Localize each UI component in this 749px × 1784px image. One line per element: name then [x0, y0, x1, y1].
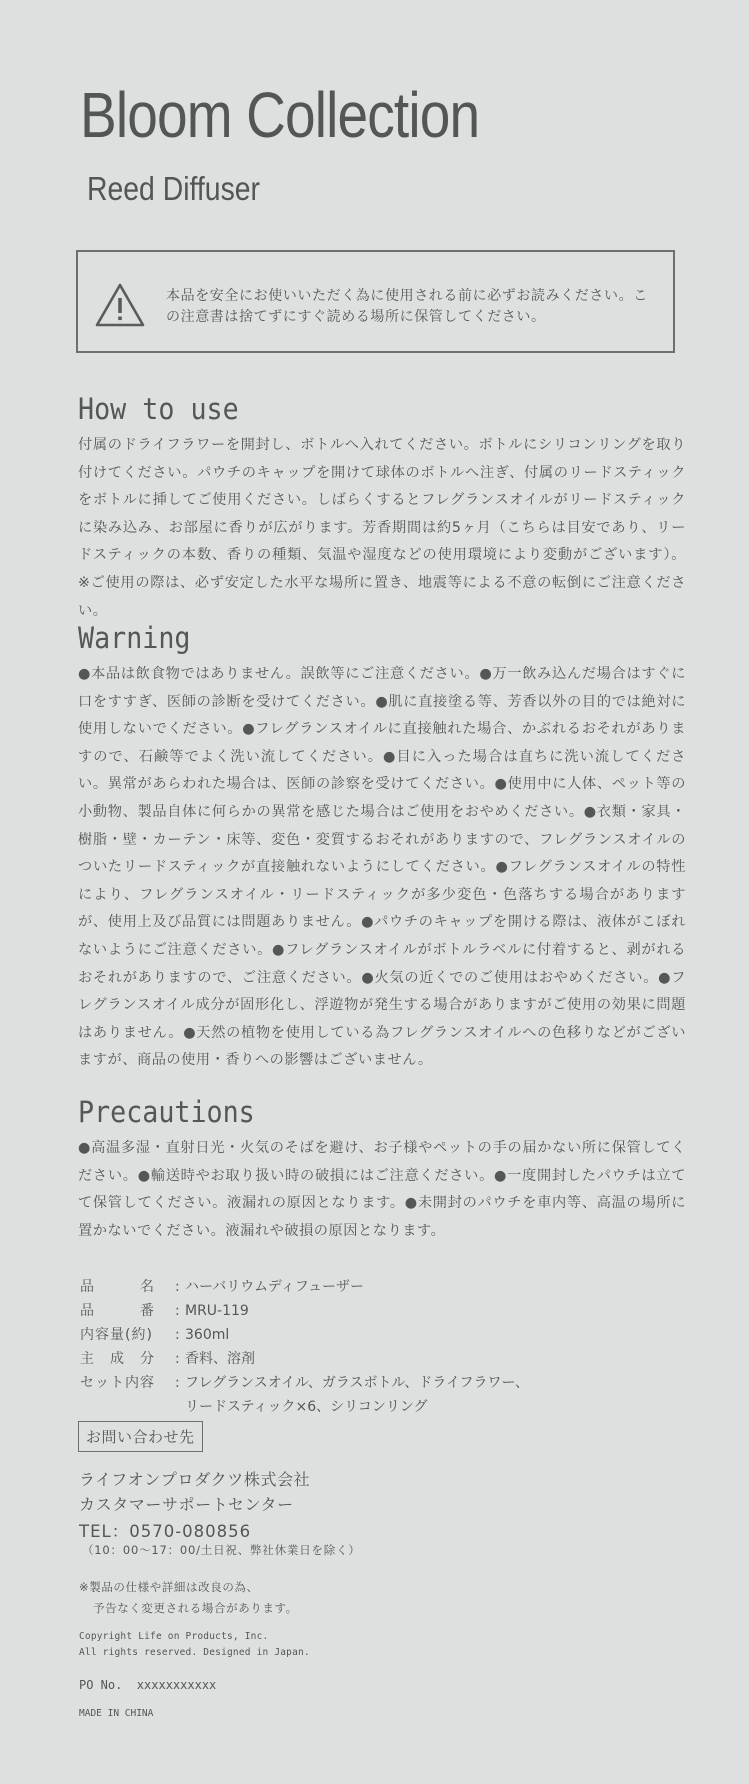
spec-table: [80, 1275, 529, 1419]
spec-row-name: 品 名 : ハーバリウムディフューザー: [80, 1275, 529, 1299]
spec-value: フレグランスオイル、ガラスボトル、ドライフラワー、: [185, 1375, 529, 1391]
phone-number: TEL：0570-080856: [79, 1522, 252, 1541]
spec-label: 内容量(約): [80, 1327, 153, 1343]
note-line: 予告なく変更される場合があります。: [93, 1601, 298, 1615]
spec-label: 品 名: [80, 1279, 155, 1295]
spec-value: 360ml: [185, 1327, 230, 1343]
copyright-line: Copyright Life on Products, Inc.: [79, 1631, 269, 1642]
spec-label: 主 成 分: [80, 1351, 155, 1367]
spec-value: MRU-119: [185, 1303, 249, 1319]
company-name: ライフオンプロダクツ株式会社: [79, 1470, 311, 1489]
po-number: PO No. xxxxxxxxxxx: [79, 1678, 217, 1692]
note-line: ※製品の仕様や詳細は改良の為、: [79, 1580, 259, 1594]
how-to-use-text: 付属のドライフラワーを開封し、ボトルへ入れてください。ボトルにシリコンリングを取り付けてください。パウチのキャップを開けて球体のボトルへ注ぎ、付属のリードスティックをボトルに挿してご使用ください。しばらくするとフレグランスオイルがリードスティックに染み込み、お部屋に香りが広がります。芳香期間は約5ヶ月（こちらは目安であり、リードスティックの本数、香りの種類、気温や湿度などの使用環境により変動がございます）。※ご使用の際は、必ず安定した水平な場所に置き、地震等による不意の転倒にご注意ください。: [78, 437, 686, 619]
spec-change-note: [79, 1577, 298, 1619]
spec-label: セット内容: [80, 1375, 155, 1391]
spec-row-volume: 内容量(約) : 360ml: [80, 1323, 529, 1347]
warning-heading: Warning: [78, 621, 191, 655]
contact-label: お問い合わせ先: [78, 1421, 203, 1452]
precautions-text: ●高温多湿・直射日光・火気のそばを避け、お子様やペットの手の届かない所に保管してください。●輸送時やお取り扱い時の破損にはご注意ください。●一度開封したパウチは立てて保管してください。液漏れの原因となります。●未開封のパウチを車内等、高温の場所に置かないでください。液漏れや破損の原因となります。: [78, 1140, 686, 1239]
copyright-line: All rights reserved. Designed in Japan.: [79, 1647, 310, 1658]
spec-row-ingredients: 主 成 分 : 香料、溶剤: [80, 1347, 529, 1371]
page-title: Bloom Collection: [80, 79, 480, 151]
warning-text: ●本品は飲食物ではありません。誤飲等にご注意ください。●万一飲み込んだ場合はすぐに口をすすぎ、医師の診断を受けてください。●肌に直接塗る等、芳香以外の目的では絶対に使用しないでください。●フレグランスオイルに直接触れた場合、かぶれるおそれがありますので、石鹸等でよく洗い流してください。●目に入った場合は直ちに洗い流してください。異常があらわれた場合は、医師の診察を受けてください。●使用中に人体、ペット等の小動物、製品自体に何らかの異常を感じた場合はご使用をおやめください。●衣類・家具・樹脂・壁・カーテン・床等、変色・変質するおそれがありますので、フレグランスオイルのついたリードスティックが直接触れないようにしてください。●フレグランスオイルの特性により、フレグランスオイル・リードスティックが多少変色・色落ちする場合がありますが、使用上及び品質には問題ありません。●パウチのキャップを開ける際は、液体がこぼれないようにご注意ください。●フレグランスオイルがボトルラベルに付着すると、剥がれるおそれがありますので、ご注意ください。●火気の近くでのご使用はおやめください。●フレグランスオイル成分が固形化し、浮遊物が発生する場合がありますがご使用の効果に問題はありません。●天然の植物を使用している為フレグランスオイルへの色移りなどがございますが、商品の使用・香りへの影響はございません。: [78, 666, 686, 1069]
spec-value-continued: リードスティック×6、シリコンリング: [185, 1399, 428, 1415]
spec-row-number: 品 番 : MRU-119: [80, 1299, 529, 1323]
spec-row-set-contents: セット内容 : フレグランスオイル、ガラスボトル、ドライフラワー、: [80, 1371, 529, 1395]
safety-notice-text: 本品を安全にお使いいただく為に使用される前に必ずお読みください。この注意書は捨てずにすぐ読める場所に保管してください。: [166, 288, 648, 325]
precautions-heading: Precautions: [78, 1095, 255, 1129]
made-in: MADE IN CHINA: [79, 1708, 154, 1719]
spec-label: 品 番: [80, 1303, 155, 1319]
spec-value: 香料、溶剤: [185, 1351, 255, 1367]
copyright: [79, 1629, 310, 1661]
page-subtitle: Reed Diffuser: [87, 170, 261, 207]
support-center-name: カスタマーサポートセンター: [79, 1495, 294, 1514]
company-info: [79, 1467, 310, 1517]
spec-value: ハーバリウムディフューザー: [185, 1279, 365, 1295]
safety-notice-box: [76, 250, 675, 353]
support-hours: （10：00〜17：00/土日祝、弊社休業日を除く）: [82, 1543, 361, 1557]
warning-triangle-icon: [94, 282, 146, 328]
how-to-use-heading: How to use: [78, 392, 239, 426]
